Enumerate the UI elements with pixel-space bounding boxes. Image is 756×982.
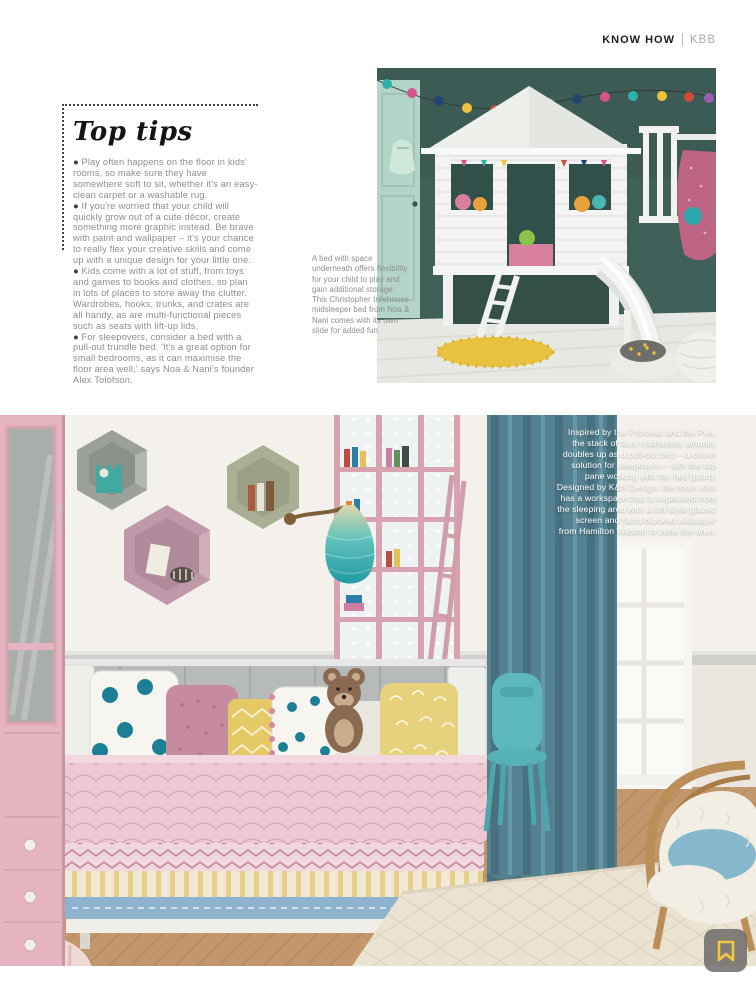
- tip-bullet-3: ● Kids come with a lot of stuff, from toys and games to books and clothes, so plan in lots of places to store away the clutter. Wardrobes, hooks, trunks, and crates are all handy, as are multi-functional pieces such as seats with lift-up lids.: [73, 266, 250, 331]
- section-label: KNOW HOW: [602, 33, 675, 46]
- bookmark-button[interactable]: [704, 929, 747, 972]
- yellow-rug: [437, 337, 553, 367]
- tip-bullet-1: ● Play often happens on the floor in kids' rooms, so make sure they have somewhere soft to sit, whether it's an easy-clean carpet or a washable rug.: [73, 157, 258, 200]
- treehouse-bed-photo: [377, 68, 716, 383]
- tip-bullet-2: ● If you're worried that your child will quickly grow out of a cute décor, create something more graphic instead. Be brave with paint and wallpaper – it's your chance to really flex your creative skills and come up with a unique design for your little one.: [73, 200, 254, 266]
- top-tips-box: [62, 104, 258, 386]
- treehouse-photo-caption: A bed with space underneath offers flexibility for your child to play and gain additional storage. This Christopher treehouse midsleeper bed from Noa & Nani comes with its own slide for added fun: [312, 254, 410, 336]
- page-header: [602, 33, 716, 46]
- daybed-photo-caption: Inspired by the Princess and the Pea, the stack of faux mattresses actually doubles up as a pull-out bed – a clever solution for sleepovers – with the top pane working with the bed guard. Designed by K&H Design, the room also has a workspace that is separated from the sleeping area with a loft-style glazed screen and hand-blocked wallpaper from Hamilton Weston to zone the area.: [556, 427, 716, 536]
- bookmark-icon: [716, 940, 736, 962]
- brand-label: KBB: [689, 33, 716, 46]
- tip-bullet-4: ● For sleepovers, consider a bed with a pull-out trundle bed. 'It's a great option for small bedrooms, as it can maximise the floor area well,' says Noa & Nani's founder Alex Tolofson.: [73, 331, 255, 386]
- treehouse-bed-illustration: [377, 68, 716, 383]
- side-rail: [639, 126, 679, 223]
- pink-wardrobe: [0, 415, 65, 966]
- header-divider: [682, 33, 683, 46]
- top-tips-title: Top tips: [73, 117, 193, 147]
